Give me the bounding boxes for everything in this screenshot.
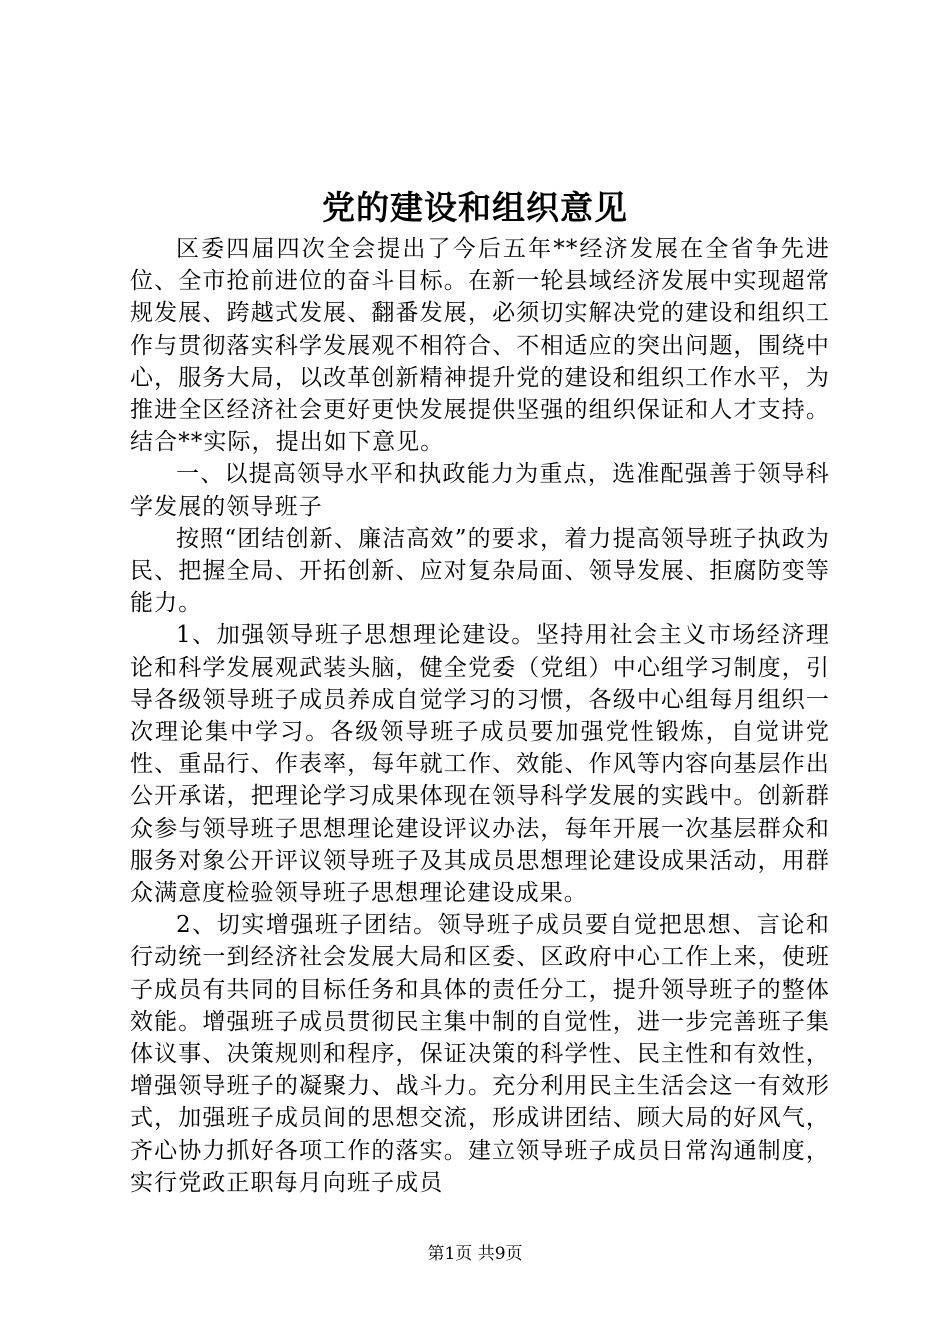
document-title: 党的建设和组织意见 (322, 188, 628, 227)
page-number-footer: 第1页 共9页 (427, 1244, 523, 1264)
section-heading-1: 一、以提高领导水平和执政能力为重点，选准配强善于领导科学发展的领导班子 (130, 461, 830, 520)
paragraph-item-1: 1、加强领导班子思想理论建设。坚持用社会主义市场经济理论和科学发展观武装头脑，健全党委（党组）中心组学习制度，引导各级领导班子成员养成自觉学习的习惯，各级中心组每月组织一次理论集中学习。各级领导班子成员要加强党性锻炼，自觉讲党性、重品行、作表率，每年就工作、效能、作风等内容向基层作出公开承诺，把理论学习成果体现在领导科学发展的实践中。创新群众参与领导班子思想理论建设评议办法，每年开展一次基层群众和服务对象公开评议领导班子及其成员思想理论建设成果活动，用群众满意度检验领导班子思想理论建设成果。 (130, 622, 830, 907)
paragraph-intro: 区委四届四次全会提出了今后五年**经济发展在全省争先进位、全市抢前进位的奋斗目标。在新一轮县域经济发展中实现超常规发展、跨越式发展、翻番发展，必须切实解决党的建设和组织工作与贯彻落实科学发展观不相符合、不相适应的突出问题，围绕中心，服务大局，以改革创新精神提升党的建设和组织工作水平，为推进全区经济社会更好更快发展提供坚强的组织保证和人才支持。结合**实际，提出如下意见。 (130, 236, 830, 456)
paragraph-item-2: 2、切实增强班子团结。领导班子成员要自觉把思想、言论和行动统一到经济社会发展大局和区委、区政府中心工作上来，使班子成员有共同的目标任务和具体的责任分工，提升领导班子的整体效能。增强班子成员贯彻民主集中制的自觉性，进一步完善班子集体议事、决策规则和程序，保证决策的科学性、民主性和有效性，增强领导班子的凝聚力、战斗力。充分利用民主生活会这一有效形式，加强班子成员间的思想交流，形成讲团结、顾大局的好风气，齐心协力抓好各项工作的落实。建立领导班子成员日常沟通制度，实行党政正职每月向班子成员 (130, 912, 830, 1196)
document-body (130, 233, 830, 1199)
paragraph-requirements: 按照“团结创新、廉洁高效”的要求，着力提高领导班子执政为民、把握全局、开拓创新、应对复杂局面、领导发展、拒腐防变等能力。 (130, 525, 830, 617)
